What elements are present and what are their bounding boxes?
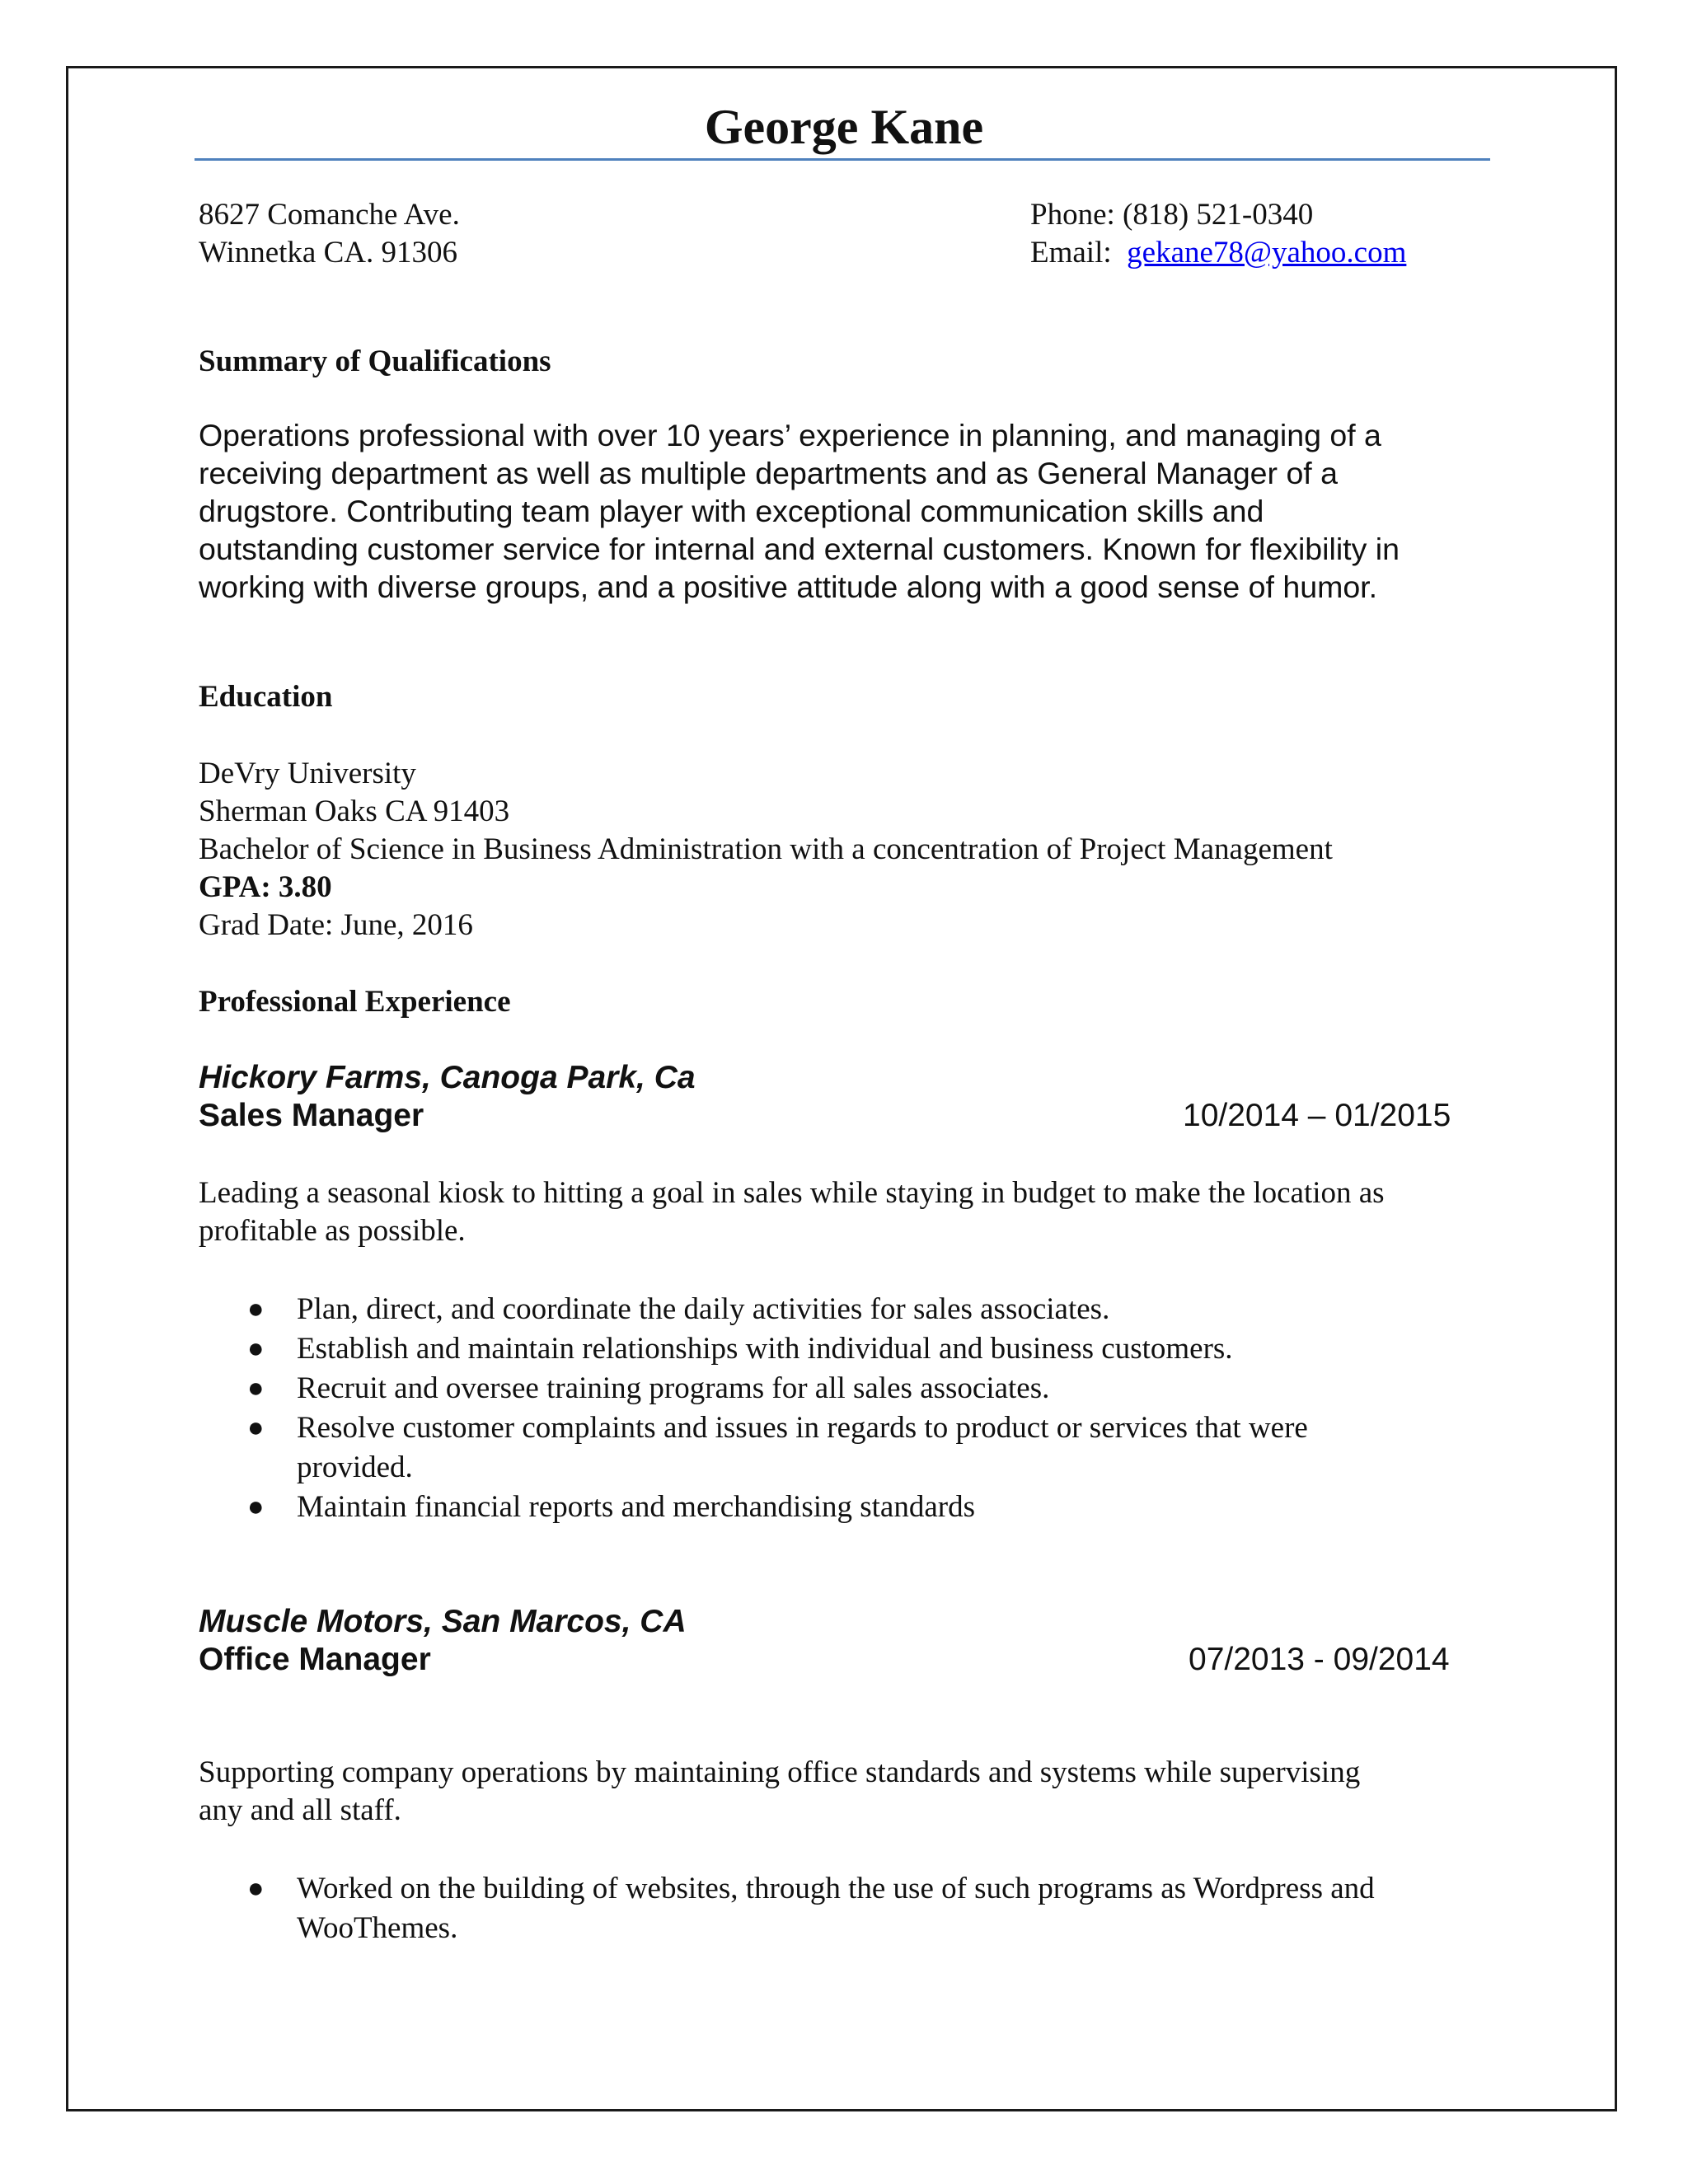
summary-line: receiving department as well as multiple departments and as General Manager of a — [199, 456, 1338, 490]
email-row — [1030, 234, 1406, 272]
education-degree: Bachelor of Science in Business Administration with a concentration of Project Management — [199, 832, 1333, 866]
address-line-1: 8627 Comanche Ave. — [199, 198, 460, 232]
name-underline-rule — [195, 158, 1490, 161]
list-item: ● Recruit and oversee training programs for all sales associates. — [0, 1369, 1688, 1408]
summary-line: outstanding customer service for internal and external customers. Known for flexibility in — [199, 532, 1400, 566]
education-grad-date: Grad Date: June, 2016 — [199, 908, 473, 942]
education-heading: Education — [199, 680, 333, 714]
experience-heading: Professional Experience — [199, 985, 511, 1019]
job-description-line: profitable as possible. — [199, 1214, 466, 1248]
email-label: Email: — [1030, 236, 1128, 269]
bullet-icon: ● — [247, 1333, 265, 1364]
summary-heading: Summary of Qualifications — [199, 344, 551, 378]
phone-number: Phone: (818) 521-0340 — [1030, 198, 1314, 232]
job-bullet-list — [0, 1869, 1688, 1948]
list-item: ● Resolve customer complaints and issues in regards to product or services that were provided. — [0, 1408, 1688, 1488]
job-description — [199, 1754, 1484, 1830]
list-item: ● Plan, direct, and coordinate the daily activities for sales associates. — [0, 1290, 1688, 1329]
job-bullet-list — [0, 1290, 1688, 1527]
bullet-icon: ● — [247, 1873, 265, 1904]
list-item: ● Maintain financial reports and merchandising standards — [0, 1488, 1688, 1527]
email-link[interactable]: gekane78@yahoo.com — [1127, 236, 1407, 269]
bullet-icon: ● — [247, 1373, 265, 1404]
education-school: DeVry University — [199, 757, 416, 790]
job-dates: 07/2013 - 09/2014 — [1189, 1642, 1450, 1677]
job-description-line: Leading a seasonal kiosk to hitting a goal in sales while staying in budget to make the location as — [199, 1176, 1385, 1210]
bullet-icon: ● — [247, 1413, 265, 1443]
list-item: ● Establish and maintain relationships with individual and business customers. — [0, 1329, 1688, 1369]
summary-paragraph — [199, 416, 1501, 606]
job-title: Sales Manager — [199, 1098, 424, 1133]
list-item: ● Worked on the building of websites, through the use of such programs as Wordpress and WooThemes. — [0, 1869, 1688, 1948]
job-description-line: Supporting company operations by maintaining office standards and systems while supervising — [199, 1755, 1361, 1789]
job-company: Hickory Farms, Canoga Park, Ca — [199, 1060, 696, 1095]
education-location: Sherman Oaks CA 91403 — [199, 794, 510, 828]
summary-line: Operations professional with over 10 years’ experience in planning, and managing of a — [199, 418, 1381, 452]
bullet-icon: ● — [247, 1492, 265, 1522]
job-title: Office Manager — [199, 1642, 431, 1677]
bullet-icon: ● — [247, 1294, 265, 1324]
job-dates: 10/2014 – 01/2015 — [1183, 1098, 1451, 1133]
job-description-line: any and all staff. — [199, 1793, 401, 1827]
job-company: Muscle Motors, San Marcos, CA — [199, 1604, 687, 1639]
summary-line: working with diverse groups, and a positive attitude along with a good sense of humor. — [199, 569, 1378, 604]
education-gpa: GPA: 3.80 — [199, 870, 332, 904]
resume-name: George Kane — [704, 100, 984, 154]
address-line-2: Winnetka CA. 91306 — [199, 236, 457, 269]
summary-line: drugstore. Contributing team player with exceptional communication skills and — [199, 494, 1264, 528]
job-description — [199, 1174, 1484, 1250]
